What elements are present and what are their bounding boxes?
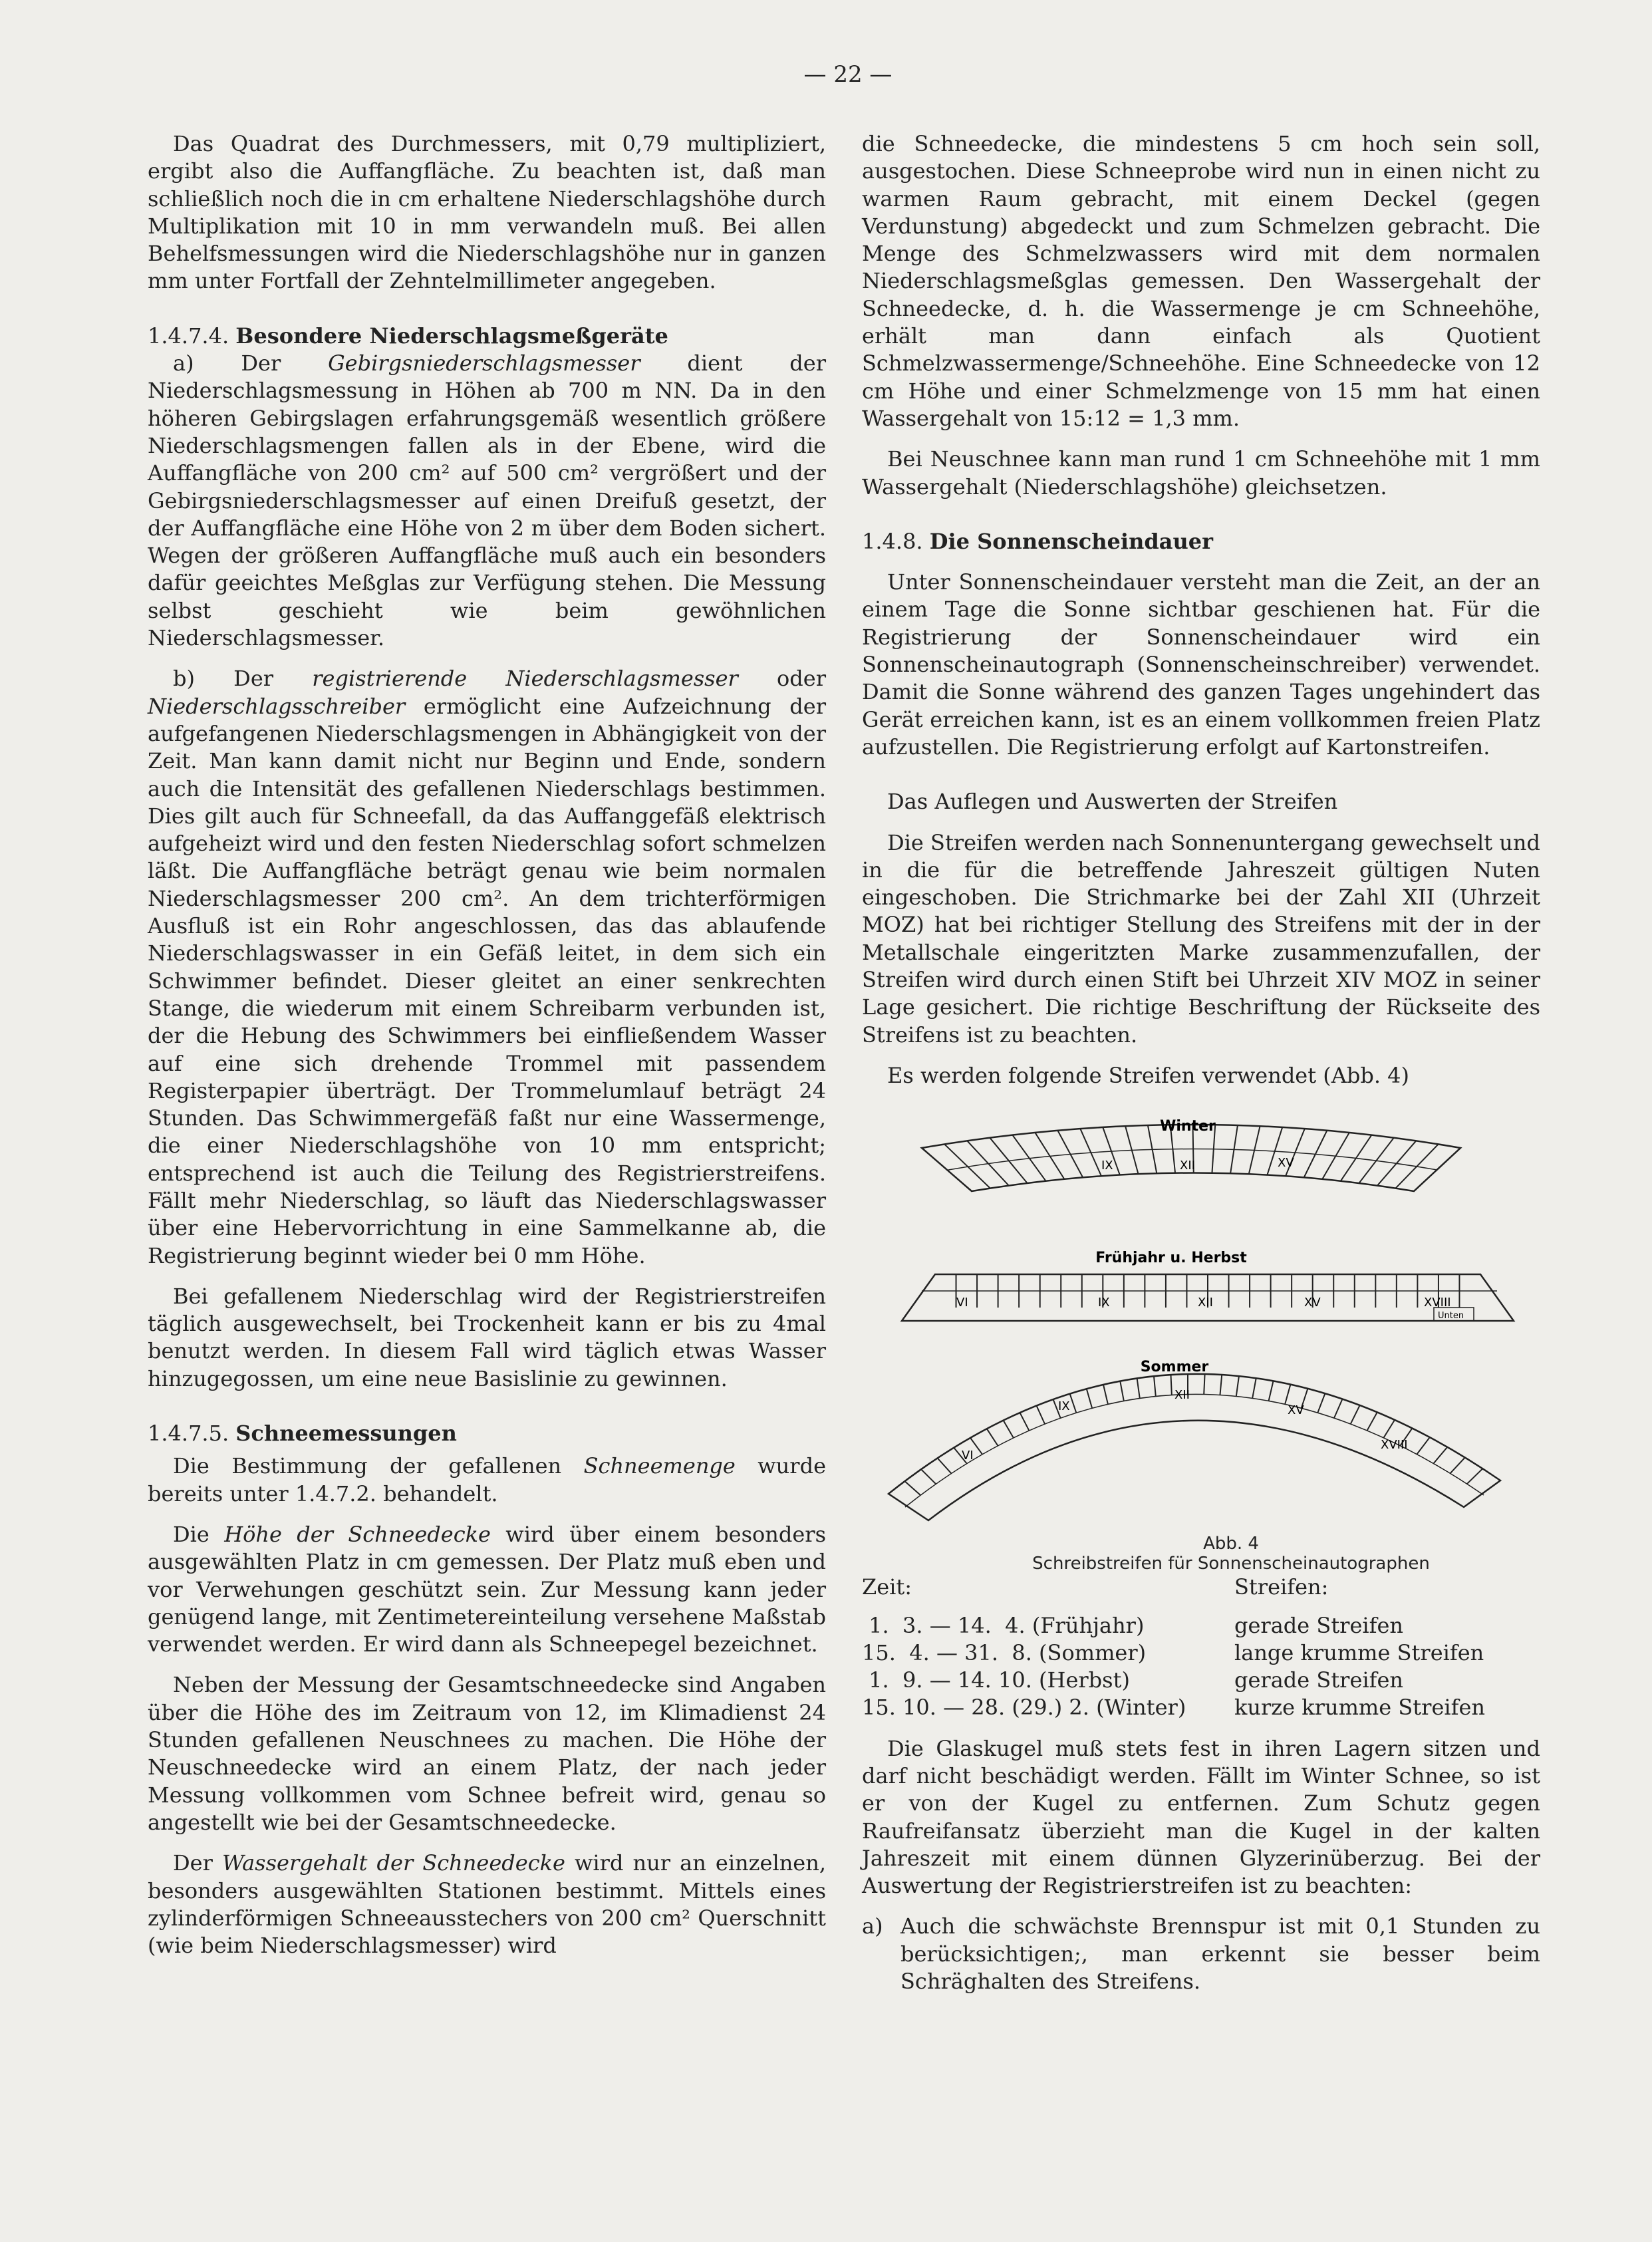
tick-label: IX xyxy=(1058,1399,1070,1414)
strip-tick xyxy=(1269,1381,1274,1401)
table-row xyxy=(862,1612,1540,1639)
strip-tick xyxy=(1433,1447,1447,1464)
strip-tick xyxy=(1450,1458,1465,1474)
strip-tick xyxy=(1004,1421,1014,1438)
strip-tick xyxy=(1377,1141,1416,1186)
table-header-row xyxy=(862,1574,1540,1601)
figure-caption-number: Abb. 4 xyxy=(1203,1534,1259,1554)
strip-tick xyxy=(904,1481,920,1495)
unten-label: Unten xyxy=(1438,1311,1464,1322)
paragraph: Bei gefallenem Niederschlag wird der Registrierstreifen täglich ausgewechselt, bei Trockenheit kann er bis zu 4mal benutzt werden. In diesem Fall wird täglich etwas Wasser hinzugegossen, um eine neue Basislinie zu gewinnen. xyxy=(148,1283,826,1391)
tick-label: XII xyxy=(1198,1296,1213,1310)
tick-label: XV xyxy=(1278,1156,1294,1171)
tick-label: VI xyxy=(962,1449,974,1463)
strip-tick xyxy=(1285,1385,1290,1405)
strip-tick xyxy=(1395,1145,1438,1189)
table-cell: kurze krumme Streifen xyxy=(1234,1695,1485,1721)
strip-tick xyxy=(1236,1376,1239,1396)
strip-tick xyxy=(1417,1437,1429,1455)
strip-tick xyxy=(1220,1375,1222,1395)
strips-illustration xyxy=(862,1108,1527,1534)
strip-tick xyxy=(1467,1469,1483,1484)
paragraph: Die Glaskugel muß stets fest in ihren Lagern sitzen und darf nicht beschädigt werden. Fällt im Winter Schnee, so ist er von der Kugel zu entfernen. Zum Schutz gegen Raufreifansatz überzieht man die Kugel in der kalten Jahreszeit mit einem dünnen Glyzerinüberzug. Bei der Auswertung der Registrierstreifen ist zu beachten: xyxy=(862,1735,1540,1899)
tick-label: XVIII xyxy=(1381,1438,1408,1453)
column-header: Streifen: xyxy=(1234,1574,1329,1600)
paragraph: Die Bestimmung der gefallenen Schneemenge wurde bereits unter 1.4.7.2. behandelt. xyxy=(148,1453,827,1506)
list-text: Auch die schwächste Brennspur ist mit 0,1 Stunden zu berücksichtigen;, man erkennt sie besser beim Schräghalten des Streifens. xyxy=(900,1913,1540,1995)
strip-tick xyxy=(987,1429,998,1446)
paragraph: Die Höhe der Schneedecke wird über einem besonders ausgewählten Platz in cm gemessen. Der Platz muß eben und vor Verwehungen geschützt sein. Zur Messung kann jeder genügend lange, mit Zentimetereinteilung versehene Maßstab verwendet werden. Er wird dann als Schneepegel bezeichnet. xyxy=(148,1521,827,1657)
strip-tick xyxy=(921,1469,936,1484)
list-label: a) xyxy=(862,1913,883,1939)
figure-caption: Schreibstreifen für Sonnenscheinautographen xyxy=(1032,1554,1430,1574)
tick-label: XVIII xyxy=(1424,1296,1451,1310)
table-cell: 15. 4. — 31. 8. (Sommer) xyxy=(862,1639,1147,1665)
strip-tick xyxy=(1367,1413,1377,1431)
strip-tick xyxy=(944,1145,990,1189)
strip-tick xyxy=(938,1459,952,1474)
paragraph: Bei Neuschnee kann man rund 1 cm Schneehöhe mit 1 mm Wassergehalt (Niederschlagshöhe) gleichsetzen. xyxy=(862,446,1540,499)
right-column xyxy=(862,130,1540,1995)
strip-tick xyxy=(1103,1385,1108,1404)
strip-tick xyxy=(1317,1393,1325,1413)
page-number: — 22 — xyxy=(803,61,893,88)
strip-tick xyxy=(967,1141,1009,1186)
strip-tick xyxy=(1351,1405,1360,1424)
table-cell: 1. 3. — 14. 4. (Frühjahr) xyxy=(862,1612,1145,1638)
winter-strip xyxy=(922,1125,1460,1191)
tick-label: XV xyxy=(1288,1403,1304,1418)
strip-schedule-table xyxy=(862,1574,1540,1721)
paragraph: Das Quadrat des Durchmessers, mit 0,79 multipliziert, ergibt also die Auffangfläche. Zu beachten ist, daß man schließlich noch die in cm erhaltene Niederschlagshöhe durch Multiplikation mit 10 in mm verwandeln muß. Bei allen Behelfsmessungen wird die Niederschlagshöhe nur in ganzen mm unter Fortfall der Zehntelmillimeter angegeben. xyxy=(148,131,826,294)
tick-label: VI xyxy=(956,1296,968,1310)
table-cell: 1. 9. — 14. 10. (Herbst) xyxy=(862,1667,1130,1693)
figure-sunshine-strips xyxy=(862,1108,1540,1574)
table-cell: gerade Streifen xyxy=(1234,1667,1404,1693)
sub-heading: Das Auflegen und Auswerten der Streifen xyxy=(887,789,1338,815)
tick-label: IX xyxy=(1098,1296,1110,1310)
strip-tick xyxy=(1037,1406,1045,1425)
summer-strip xyxy=(889,1374,1500,1520)
strip-tick xyxy=(1359,1138,1393,1183)
paragraph: b) Der registrierende Niederschlagsmesser oder Niederschlagsschreiber ermöglicht eine Aufzeichnung der aufgefangenen Niederschlagsmengen in Abhängigkeit von der Zeit. Man kann damit nicht nur Beginn und Ende, sondern auch die Intensität des gefallenen Niederschlags bestimmen. Dies gilt auch für Schneefall, da das Auffanggefäß elektrisch aufgeheizt wird und den festen Niederschlag sofort schmelzen läßt. Die Auffangfläche beträgt genau wie beim normalen Niederschlagsmesser 200 cm². An dem trichterförmigen Ausfluß ist ein Rohr angeschlossen, das das ablaufende Niederschlagswasser in ein Gefäß leitet, in dem sich ein Schwimmer befindet. Dieser gleitet an einer senkrechten Stange, die wiederum mit einem Schreibarm verbunden ist, der die Hebung des Schwimmers bei einfließendem Wasser auf eine sich drehende Trommel mit passendem Registerpapier überträgt. Der Trommelumlauf beträgt 24 Stunden. Das Schwimmergefäß faßt nur eine Wassermenge, die einer Niederschlagshöhe von 10 mm entspricht; entsprechend ist auch die Teilung des Registrierstreifens. Fällt mehr Niederschlag, so läuft das Niederschlagswasser über eine Hebervorrichtung in eine Sammelkanne ab, die Registrierung beginnt wieder bei 0 mm Höhe. xyxy=(148,666,827,1268)
winter-label: Winter xyxy=(1160,1118,1216,1135)
strip-tick xyxy=(1383,1420,1395,1438)
paragraph: die Schneedecke, die mindestens 5 cm hoch sein soll, ausgestochen. Diese Schneeprobe wird nun in einen nicht zu warmen Raum gebracht, mit einem Deckel (gegen Verdunstung) abgedeckt und zum Schmelzen gebracht. Die Menge des Schmelzwassers wird mit dem normalen Niederschlagsmeßglas gemessen. Den Wassergehalt der Schneedecke, d. h. die Wassermenge je cm Schneehöhe, erhält man dann einfach als Quotient Schmelzwassermenge/Schneehöhe. Eine Schneedecke von 12 cm Höhe und einer Schmelzmenge von 15 mm hat einen Wassergehalt von 15:12 = 1,3 mm. xyxy=(862,131,1540,431)
paragraph: Der Wassergehalt der Schneedecke wird nur an einzelnen, besonders ausgewählten Stationen bestimmt. Mittels eines zylinderförmigen Schneeausstechers von 200 cm² Querschnitt (wie beim Niederschlagsmesser) wird xyxy=(148,1850,827,1959)
strip-tick xyxy=(990,1138,1027,1183)
table-row xyxy=(862,1639,1540,1667)
list-item xyxy=(862,1913,1540,1995)
paragraph: Neben der Messung der Gesamtschneedecke sind Angaben über die Höhe des im Zeitraum von 12, im Klimadienst 24 Stunden gefallenen Neuschnees zu machen. Die Höhe der Neuschneedecke wird an einem Platz, der nach jeder Messung vollkommen vom Schnee befreit wird, genau so angestellt wie bei der Gesamtschneedecke. xyxy=(148,1672,826,1835)
table-row xyxy=(862,1694,1540,1721)
section-heading: 1.4.8. Die Sonnenscheindauer xyxy=(862,528,1213,554)
paragraph: a) Der Gebirgsniederschlagsmesser dient der Niederschlagsmessung in Höhen ab 700 m NN. Da in den höheren Gebirgslagen erfahrungsgemäß wesentlich größere Niederschlagsmengen fallen als in der Ebene, wird die Auffangfläche von 200 cm² auf 500 cm² vergrößert und der Gebirgsniederschlagsmesser auf einen Dreifuß gesetzt, der der Auffangfläche eine Höhe von 2 m über dem Boden sichert. Wegen der größeren Auffangfläche muß auch ein besonders dafür geeichtes Meßglas zur Verfügung stehen. Die Messung selbst geschieht wie beim gewöhnlichen Niederschlagsmesser. xyxy=(148,350,826,651)
strip-tick xyxy=(1252,1378,1256,1398)
section-heading: 1.4.7.4. Besondere Niederschlagsmeßgeräte xyxy=(148,323,668,349)
tick-label: IX xyxy=(1101,1159,1113,1173)
tick-label: XII xyxy=(1174,1388,1190,1403)
paragraph: Die Streifen werden nach Sonnenuntergang gewechselt und in die für die betreffende Jahreszeit gültigen Nuten eingeschoben. Die Strichmarke bei der Zahl XII (Uhrzeit MOZ) hat bei richtiger Stellung des Streifens mit der in der Metallschale eingeritzten Marke zusammenzufallen, der Streifen wird durch einen Stift bei Uhrzeit XIV MOZ in seiner Lage gesichert. Die richtige Beschriftung der Rückseite des Streifens ist zu beachten. xyxy=(862,829,1540,1048)
strip-tick xyxy=(1322,1133,1349,1179)
table-row xyxy=(862,1667,1540,1694)
paragraph: Es werden folgende Streifen verwendet (Abb. 4) xyxy=(887,1062,1410,1088)
spring-autumn-label: Frühjahr u. Herbst xyxy=(1095,1250,1247,1267)
summer-label: Sommer xyxy=(1140,1359,1209,1376)
strip-tick xyxy=(1020,1413,1030,1431)
column-header: Zeit: xyxy=(862,1574,912,1600)
paragraph: Unter Sonnenscheindauer versteht man die Zeit, an der an einem Tage die Sonne sichtbar geschienen hat. Für die Registrierung der Sonnenscheindauer wird ein Sonnenscheinautograph (Sonnenscheinschreiber) verwendet. Damit die Sonne während des ganzen Tages ungehindert das Gerät erreichen kann, ist es an einem vollkommen freien Platz aufzustellen. Die Registrierung erfolgt auf Kartonstreifen. xyxy=(862,569,1540,760)
strip-tick xyxy=(1341,1135,1372,1181)
strip-tick xyxy=(1334,1399,1343,1419)
table-cell: 15. 10. — 28. (29.) 2. (Winter) xyxy=(862,1695,1186,1721)
strip-tick xyxy=(1070,1394,1077,1413)
section-heading: 1.4.7.5. Schneemessungen xyxy=(148,1421,457,1447)
strip-tick xyxy=(1170,1375,1171,1395)
table-cell: gerade Streifen xyxy=(1234,1612,1404,1638)
strip-tick xyxy=(1154,1376,1156,1396)
strip-tick xyxy=(1137,1379,1140,1399)
left-column xyxy=(148,130,826,1959)
strip-tick xyxy=(1087,1389,1092,1408)
tick-label: XII xyxy=(1180,1159,1195,1173)
tick-label: XV xyxy=(1304,1296,1321,1310)
table-cell: lange krumme Streifen xyxy=(1234,1639,1484,1665)
strip-tick xyxy=(1120,1381,1124,1401)
